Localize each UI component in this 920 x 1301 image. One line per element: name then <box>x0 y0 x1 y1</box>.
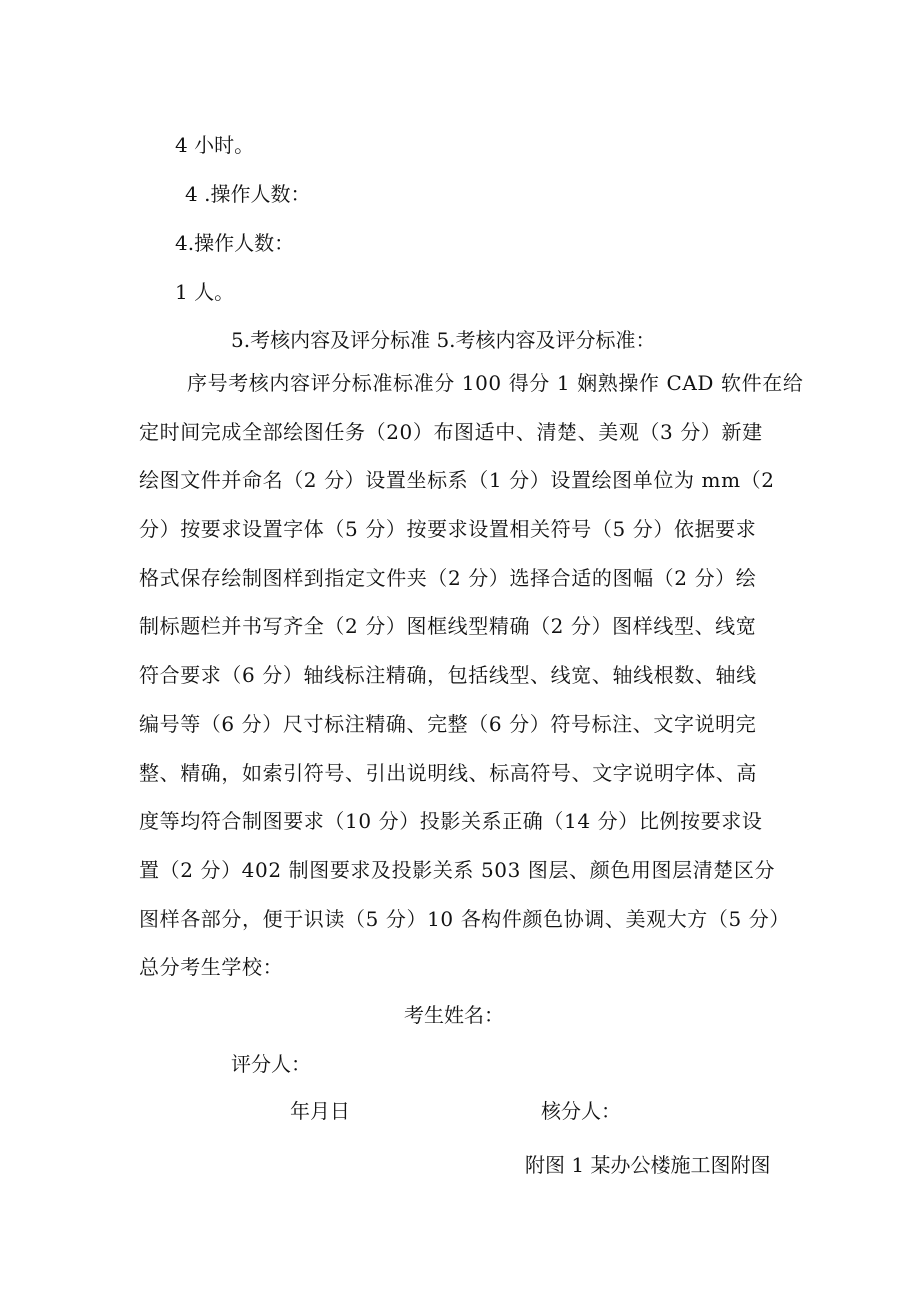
operators-value: 1 人。 <box>175 280 235 304</box>
paragraph-line: 度等均符合制图要求（10 分）投影关系正确（14 分）比例按要求设 <box>139 809 763 834</box>
paragraph-line: 置（2 分）402 制图要求及投影关系 503 图层、颜色用图层清楚区分 <box>139 857 776 882</box>
scoring-paragraph <box>139 369 804 1002</box>
examinee-name-label: 考生姓名： <box>404 1003 504 1027</box>
operators-heading-a: 4 .操作人数： <box>185 182 311 206</box>
paragraph-line: 格式保存绘制图样到指定文件夹（2 分）选择合适的图幅（2 分）绘 <box>139 565 757 590</box>
paragraph-line: 图样各部分，便于识读（5 分）10 各构件颜色协调、美观大方（5 分） <box>139 906 790 931</box>
paragraph-line: 整、精确，如索引符号、引出说明线、标高符号、文字说明字体、高 <box>139 760 757 785</box>
date-label: 年月日 <box>290 1099 350 1123</box>
paragraph-line: 符合要求（6 分）轴线标注精确，包括线型、线宽、轴线根数、轴线 <box>139 663 757 688</box>
paragraph-line: 定时间完成全部绘图任务（20）布图适中、清楚、美观（3 分）新建 <box>139 419 763 444</box>
grader-label: 评分人： <box>231 1052 311 1076</box>
paragraph-line: 编号等（6 分）尺寸标注精确、完整（6 分）符号标注、文字说明完 <box>139 711 757 736</box>
section-heading: 5.考核内容及评分标准 5.考核内容及评分标准： <box>231 328 656 352</box>
paragraph-line: 分）按要求设置字体（5 分）按要求设置相关符号（5 分）依据要求 <box>139 517 757 542</box>
duration-line: 4 小时。 <box>175 133 255 157</box>
paragraph-line: 制标题栏并书写齐全（2 分）图框线型精确（2 分）图样线型、线宽 <box>139 614 757 639</box>
paragraph-line: 总分考生学校： <box>139 955 284 980</box>
paragraph-line: 序号考核内容评分标准标准分 100 得分 1 娴熟操作 CAD 软件在给 <box>187 371 804 395</box>
appendix-caption: 附图 1 某办公楼施工图附图 <box>525 1153 771 1177</box>
operators-heading-b: 4.操作人数： <box>175 231 295 255</box>
checker-label: 核分人： <box>541 1099 621 1123</box>
paragraph-line: 绘图文件并命名（2 分）设置坐标系（1 分）设置绘图单位为 mm（2 <box>139 468 775 493</box>
